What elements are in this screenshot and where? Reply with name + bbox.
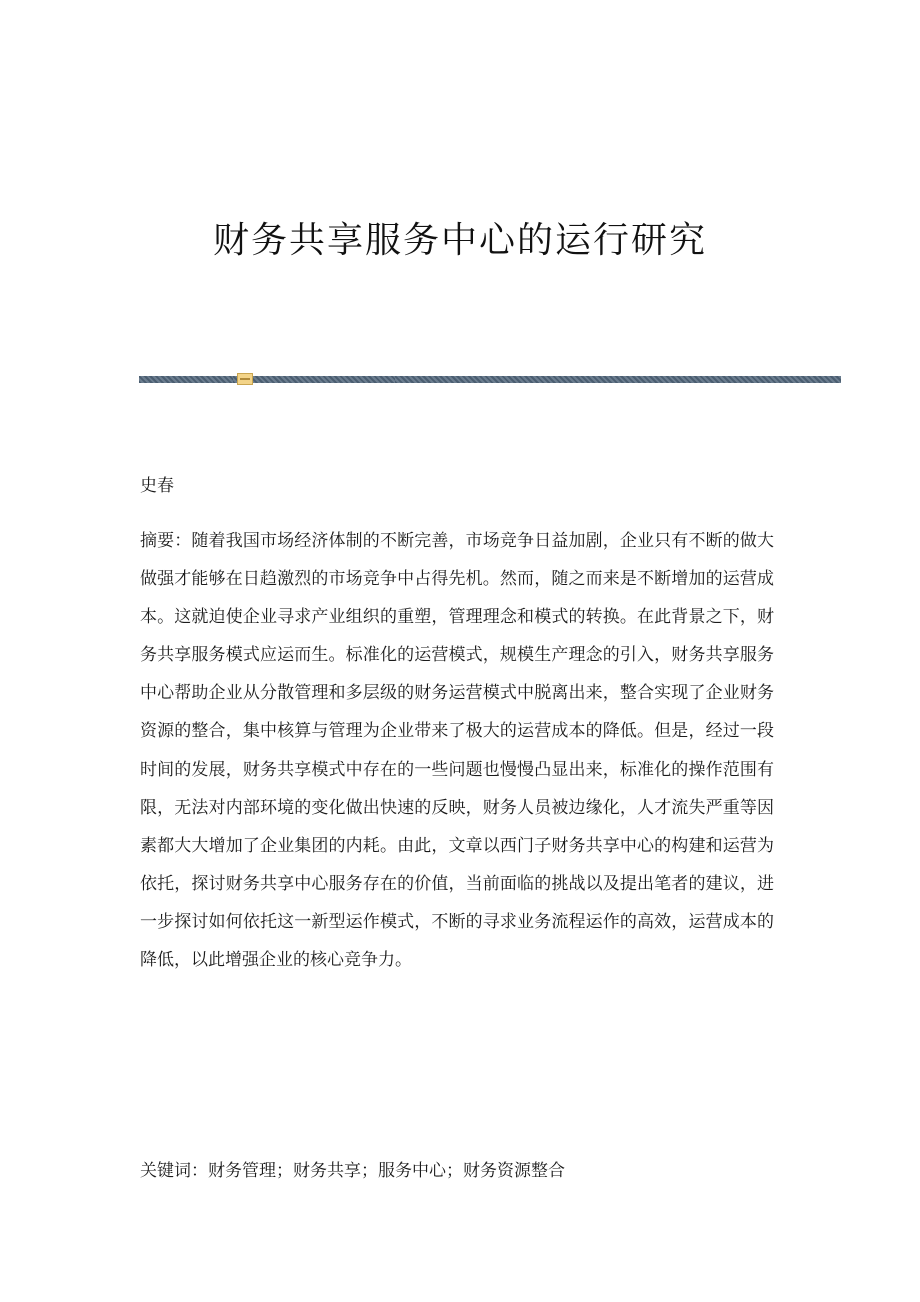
divider-bar-middle [233,376,395,383]
author-name: 史春 [140,476,174,496]
divider-bar-left [139,376,233,383]
abstract-paragraph: 摘要：随着我国市场经济体制的不断完善，市场竞争日益加剧，企业只有不断的做大做强才能够在日趋激烈的市场竞争中占得先机。然而，随之而来是不断增加的运营成本。这就迫使企业寻求产业组织的重塑，管理理念和模式的转换。在此背景之下，财务共享服务模式应运而生。标准化的运营模式，规模生产理念的引入，财务共享服务中心帮助企业从分散管理和多层级的财务运营模式中脱离出来，整合实现了企业财务资源的整合，集中核算与管理为企业带来了极大的运营成本的降低。但是，经过一段时间的发展，财务共享模式中存在的一些问题也慢慢凸显出来，标准化的操作范围有限，无法对内部环境的变化做出快速的反映，财务人员被边缘化，人才流失严重等因素都大大增加了企业集团的内耗。由此，文章以西门子财务共享中心的构建和运营为依托，探讨财务共享中心服务存在的价值，当前面临的挑战以及提出笔者的建议，进一步探讨如何依托这一新型运作模式，不断的寻求业务流程运作的高效，运营成本的降低，以此增强企业的核心竞争力。 [140,531,774,971]
divider-bar-right [395,376,841,383]
title-divider [139,375,841,385]
divider-ornament-icon [237,373,253,385]
keywords-line: 关键词：财务管理；财务共享；服务中心；财务资源整合 [140,1161,565,1181]
paper-title: 财务共享服务中心的运行研究 [212,220,707,261]
